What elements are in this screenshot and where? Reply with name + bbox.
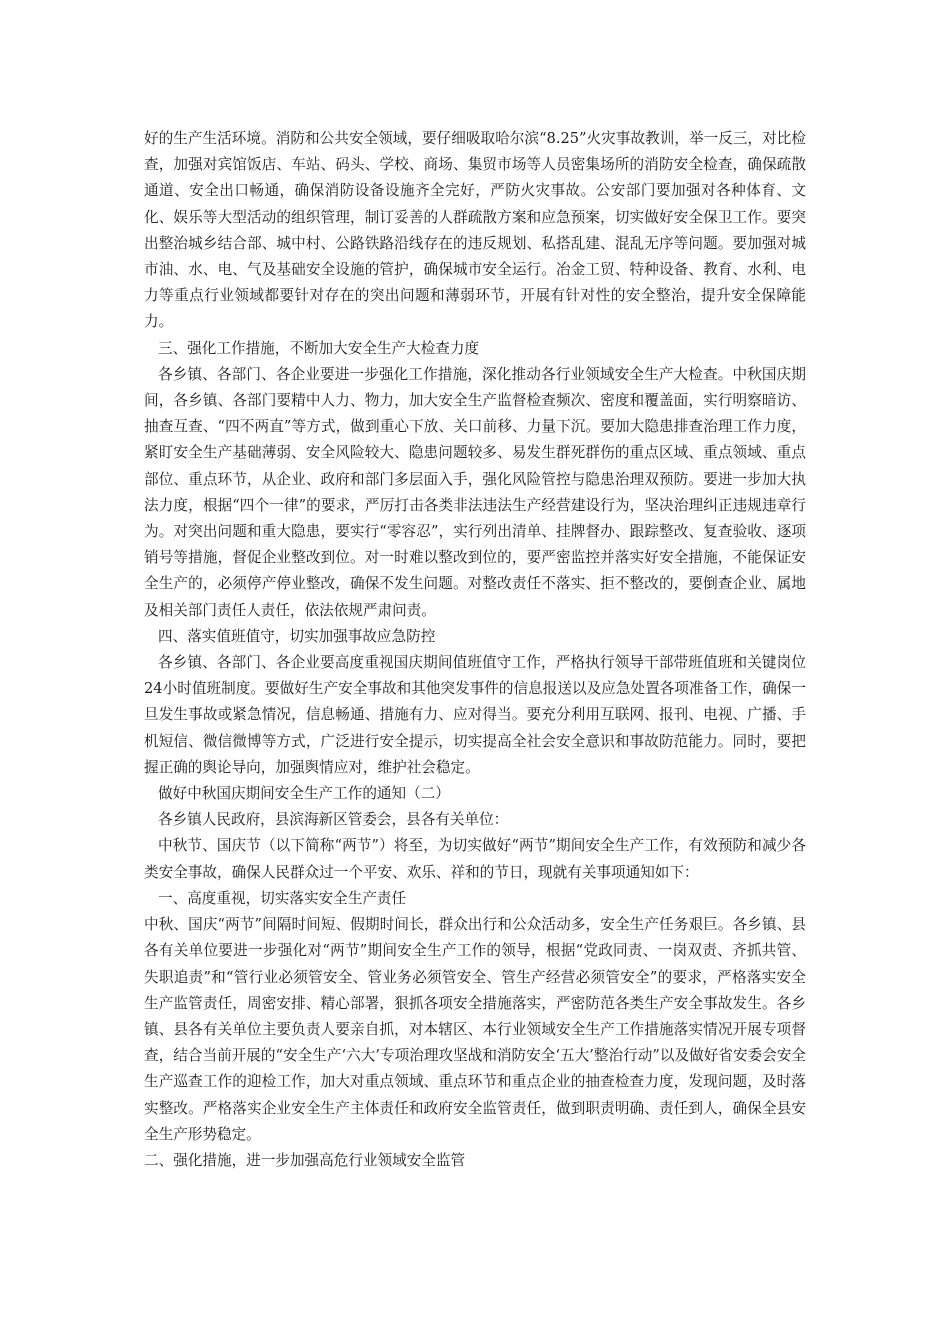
notice-title-2: 做好中秋国庆期间安全生产工作的通知（二） [158, 785, 450, 803]
document-body [144, 126, 806, 1174]
paragraph-section-3-body: 各乡镇、各部门、各企业要进一步强化工作措施，深化推动各行业领域安全生产大检查。中秋国庆期间，各乡镇、各部门要精中人力、物力，加大安全生产监督检查频次、密度和覆盖面，实行明察暗访、抽查互查、“四不两直”等方式，做到重心下放、关口前移、力量下沉。要加大隐患排查治理工作力度，紧盯安全生产基础薄弱、安全风险较大、隐患问题较多、易发生群死群伤的重点区域、重点领域、重点部位、重点环节，从企业、政府和部门多层面入手，强化风险管控与隐患治理双预防。要进一步加大执法力度，根据“四个一律”的要求，严厉打击各类非法违法生产经营建设行为，坚决治理纠正违规违章行为。对突出问题和重大隐患，要实行“零容忍”，实行列出清单、挂牌督办、跟踪整改、复查验收、逐项销号等措施，督促企业整改到位。对一时难以整改到位的，要严密监控并落实好安全措施，不能保证安全生产的，必须停产停业整改，确保不发生问题。对整改责任不落实、拒不整改的，要倒查企业、属地及相关部门责任人责任，依法依规严肃问责。 [144, 365, 806, 619]
heading-section-2: 二、强化措施，进一步加强高危行业领域安全监管 [144, 1151, 466, 1169]
paragraph-public-safety: 好的生产生活环境。消防和公共安全领域，要仔细吸取哈尔滨“8.25”火灾事故教训，举一反三，对比检查，加强对宾馆饭店、车站、码头、学校、商场、集贸市场等人员密集场所的消防安全检查，确保疏散通道、安全出口畅通，确保消防设备设施齐全完好，严防火灾事故。公安部门要加强对各种体育、文化、娱乐等大型活动的组织管理，制订妥善的人群疏散方案和应急预案，切实做好安全保卫工作。要突出整治城乡结合部、城中村、公路铁路沿线存在的违反规划、私搭乱建、混乱无序等问题。要加强对城市油、水、电、气及基础安全设施的管护，确保城市安全运行。冶金工贸、特种设备、教育、水利、电力等重点行业领域都要针对存在的突出问题和薄弱环节，开展有针对性的安全整治，提升安全保障能力。 [144, 130, 806, 331]
paragraph-section-4-body: 各乡镇、各部门、各企业要高度重视国庆期间值班值守工作，严格执行领导干部带班值班和关键岗位24小时值班制度。要做好生产安全事故和其他突发事件的信息报送以及应急处置各项准备工作，确保一旦发生事故或紧急情况，信息畅通、措施有力、应对得当。要充分利用互联网、报刊、电视、广播、手机短信、微信微博等方式，广泛进行安全提示，切实提高全社会安全意识和事故防范能力。同时，要把握正确的舆论导向，加强舆情应对，维护社会稳定。 [144, 654, 806, 776]
heading-section-3: 三、强化工作措施，不断加大安全生产大检查力度 [158, 339, 480, 357]
paragraph-section-1-body: 中秋、国庆“两节”间隔时间短、假期时间长，群众出行和公众活动多，安全生产任务艰巨。各乡镇、县各有关单位要进一步强化对“两节”期间安全生产工作的领导，根据“党政同责、一岗双责、齐抓共管、失职追责”和“管行业必须管安全、管业务必须管安全、管生产经营必须管安全”的要求，严格落实安全生产监管责任，周密安排、精心部署，狠抓各项安全措施落实，严密防范各类生产安全事故发生。各乡镇、县各有关单位主要负责人要亲自抓，对本辖区、本行业领域安全生产工作措施落实情况开展专项督查，结合当前开展的“安全生产‘六大’专项治理攻坚战和消防安全‘五大’整治行动”以及做好省安委会安全生产巡查工作的迎检工作，加大对重点领域、重点环节和重点企业的抽查检查力度，发现问题，及时落实整改。严格落实企业安全生产主体责任和政府安全监管责任，做到职责明确、责任到人，确保全县安全生产形势稳定。 [144, 916, 806, 1143]
heading-section-4: 四、落实值班值守，切实加强事故应急防控 [158, 627, 436, 645]
notice-intro: 中秋节、国庆节（以下简称“两节”）将至，为切实做好“两节”期间安全生产工作，有效预防和减少各类安全事故，确保人民群众过一个平安、欢乐、祥和的节日，现就有关事项通知如下： [144, 837, 806, 881]
notice-addressee: 各乡镇人民政府，县滨海新区管委会，县各有关单位： [158, 811, 509, 829]
heading-section-1: 一、高度重视，切实落实安全生产责任 [158, 889, 407, 907]
